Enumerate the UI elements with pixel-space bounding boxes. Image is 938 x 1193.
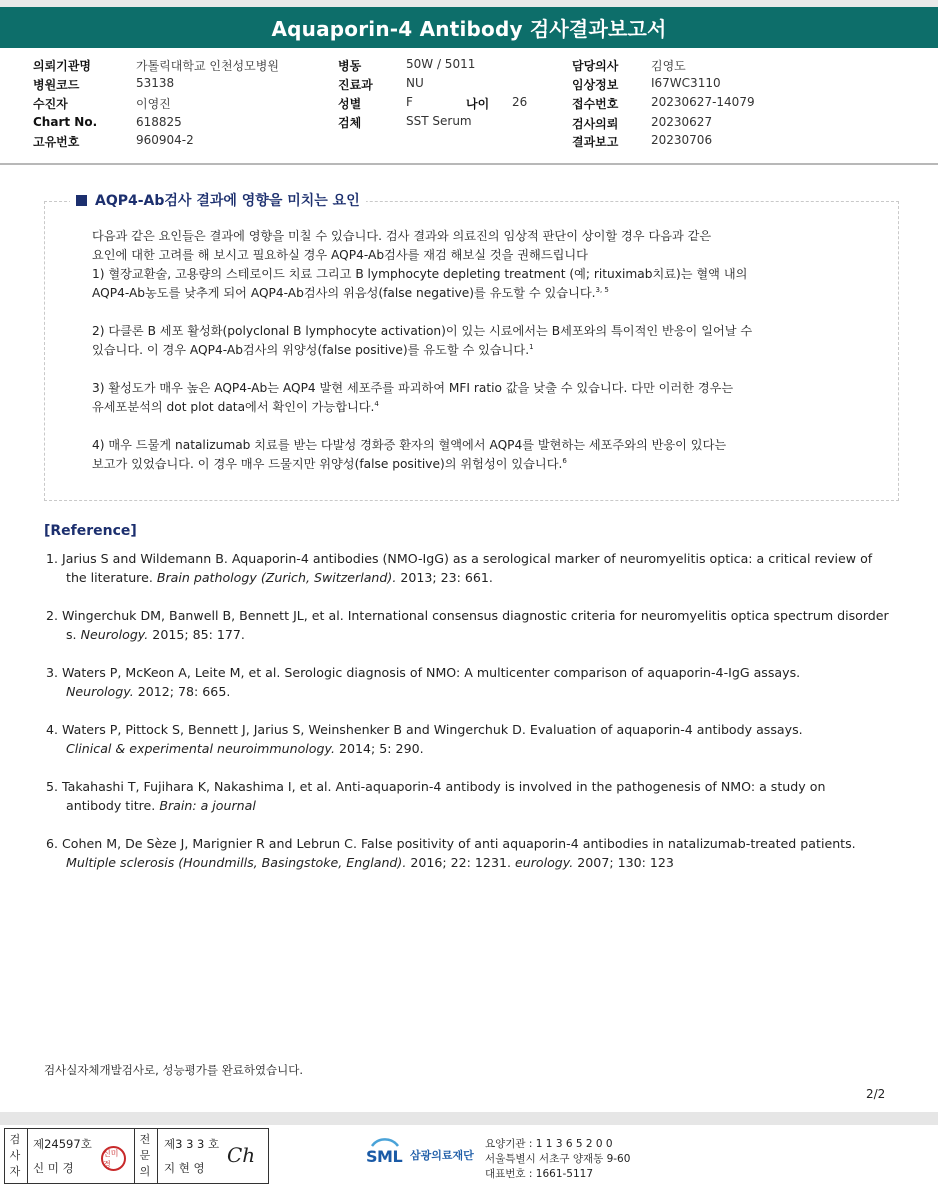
label-physician: 담당의사 (572, 59, 619, 73)
value-physician: 김영도 (651, 59, 686, 73)
reference-list (46, 549, 926, 891)
page-number: 2/2 (866, 1087, 886, 1101)
value-specimen: SST Serum (406, 114, 472, 128)
specialist-signature-icon: Ch (227, 1143, 256, 1167)
label-age: 나이 (466, 97, 490, 111)
examiner-name: 신 미 경 (33, 1161, 74, 1175)
reference-title: [Reference] (44, 523, 137, 539)
value-report-date: 20230706 (651, 133, 713, 147)
patient-info (0, 52, 938, 152)
value-ward: 50W / 5011 (406, 57, 476, 71)
organization-phone: 대표번호 : 1661-5117 (485, 1168, 594, 1180)
examiner-seal-icon: 신미경 (101, 1146, 126, 1171)
institution-code: 요양기관 : 1 1 3 6 5 2 0 0 (485, 1138, 613, 1150)
value-department: NU (406, 76, 424, 90)
examiner-label: 검 사 자 (9, 1133, 21, 1178)
sml-logo-icon: SML (366, 1136, 404, 1174)
specialist-label: 전 문 의 (139, 1133, 151, 1178)
label-requesting-institution: 의뢰기관명 (33, 59, 91, 73)
value-age: 26 (512, 95, 528, 109)
citation-superscript: 4 (374, 399, 379, 408)
specialist-name: 지 현 영 (164, 1161, 205, 1175)
value-clinical-info: I67WC3110 (651, 76, 721, 90)
factor-item-line: 있습니다. 이 경우 AQP4-Ab검사의 위양성(false positive)를 유도할 수 있습니다.$^1$ (92, 342, 534, 357)
value-chart-no: 618825 (136, 115, 182, 129)
development-note: 검사실자체개발검사로, 성능평가를 완료하였습니다. (44, 1063, 304, 1077)
factor-item-line: 3) 활성도가 매우 높은 AQP4-Ab는 AQP4 발현 세포주를 파괴하여 MFI ratio 값을 낮출 수 있습니다. 다만 이러한 경우는 (92, 381, 734, 395)
label-report-date: 결과보고 (572, 135, 619, 149)
reference-item: 1. Jarius S and Wildemann B. Aquaporin-4 antibodies (NMO-IgG) as a serological marker of neuromyelitis optica: a critical review of the literature. Brain pathology (Zurich, Switzerland). 2013; 23: 661. (46, 551, 873, 585)
factor-heading-text: AQP4-Ab검사 결과에 영향을 미치는 요인 (95, 193, 360, 209)
label-sex: 성별 (338, 97, 362, 111)
label-request-date: 검사의뢰 (572, 117, 619, 131)
label-clinical-info: 임상정보 (572, 78, 619, 92)
factor-body (92, 227, 882, 474)
report-title-bar (0, 7, 938, 48)
examiner-license: 제24597호 (33, 1137, 92, 1151)
organization-address: 서울특별시 서초구 양재동 9-60 (485, 1153, 631, 1165)
factor-heading (70, 190, 366, 210)
citation-superscript: 3, 5 (595, 285, 609, 294)
factor-intro-line: 다음과 같은 요인들은 결과에 영향을 미칠 수 있습니다. 검사 결과와 의료진의 임상적 판단이 상이할 경우 다음과 같은 (92, 229, 712, 243)
label-department: 진료과 (338, 78, 373, 92)
label-hospital-code: 병원코드 (33, 78, 80, 92)
top-strip (0, 0, 938, 7)
organization-info (485, 1137, 630, 1182)
value-unique-id: 960904-2 (136, 133, 194, 147)
value-patient: 이영진 (136, 97, 171, 111)
factor-intro-line: 요인에 대한 고려를 해 보시고 필요하실 경우 AQP4-Ab검사를 재검 해보실 것을 권해드립니다 (92, 248, 588, 262)
report-title: Aquaporin-4 Antibody 검사결과보고서 (271, 17, 667, 41)
signature-box (4, 1128, 269, 1184)
reference-item: 6. Cohen M, De Sèze J, Marignier R and Lebrun C. False positivity of anti aquaporin-4 antibodies in natalizumab-treated patients. Multiple sclerosis (Houndmills, Basingstoke, England). 2016; 22: 1231. eurology. 2007; 130: 123 (46, 836, 856, 870)
organization-name: 삼광의료재단 (410, 1149, 474, 1162)
factor-item-line: AQP4-Ab농도를 낮추게 되어 AQP4-Ab검사의 위음성(false negative)를 유도할 수 있습니다.$^{3, 5}$ (92, 285, 609, 300)
label-specimen: 검체 (338, 116, 362, 130)
factor-item-line: 보고가 있었습니다. 이 경우 매우 드물지만 위양성(false positive)의 위험성이 있습니다.$^6$ (92, 456, 567, 471)
value-request-date: 20230627 (651, 115, 713, 129)
label-accession-no: 접수번호 (572, 97, 619, 111)
reference-item: 3. Waters P, McKeon A, Leite M, et al. Serologic diagnosis of NMO: A multicenter comparison of aquaporin-4-IgG assays. Neurology. 2012; 78: 665. (46, 665, 801, 699)
info-divider (0, 163, 938, 165)
label-unique-id: 고유번호 (33, 135, 80, 149)
factor-item-line: 2) 다클론 B 세포 활성화(polyclonal B lymphocyte activation)이 있는 시료에서는 B세포와의 특이적인 반응이 일어날 수 (92, 324, 753, 338)
value-requesting-institution: 가톨릭대학교 인천성모병원 (136, 59, 279, 73)
reference-item: 2. Wingerchuk DM, Banwell B, Bennett JL, et al. International consensus diagnostic criteria for neuromyelitis optica spectrum disorder s. Neurology. 2015; 85: 177. (46, 608, 889, 642)
citation-superscript: 6 (562, 456, 567, 465)
factor-item-line: 1) 혈장교환술, 고용량의 스테로이드 치료 그리고 B lymphocyte depleting treatment (예; rituximab치료)는 혈액 내의 (92, 267, 748, 281)
factor-item-line: 유세포분석의 dot plot data에서 확인이 가능합니다.$^4$ (92, 399, 379, 414)
citation-superscript: 1 (529, 342, 534, 351)
sml-logo (366, 1136, 474, 1174)
label-ward: 병동 (338, 59, 362, 73)
reference-item: 5. Takahashi T, Fujihara K, Nakashima I, et al. Anti-aquaporin-4 antibody is involved in the pathogenesis of NMO: a study on antibody titre. Brain: a journal (46, 779, 826, 813)
value-accession-no: 20230627-14079 (651, 95, 755, 109)
label-chart-no: Chart No. (33, 115, 98, 129)
value-sex: F (406, 95, 413, 109)
square-bullet-icon (76, 195, 87, 206)
value-hospital-code: 53138 (136, 76, 175, 90)
footer-bar (0, 1112, 938, 1125)
factor-item-line: 4) 매우 드물게 natalizumab 치료를 받는 다발성 경화증 환자의 혈액에서 AQP4를 발현하는 세포주와의 반응이 있다는 (92, 438, 727, 452)
label-patient: 수진자 (33, 97, 68, 111)
specialist-license: 제3 3 3 호 (164, 1137, 220, 1151)
reference-item: 4. Waters P, Pittock S, Bennett J, Jarius S, Weinshenker B and Wingerchuk D. Evaluation of aquaporin-4 antibody assays. Clinical & experimental neuroimmunology. 2014; 5: 290. (46, 722, 803, 756)
